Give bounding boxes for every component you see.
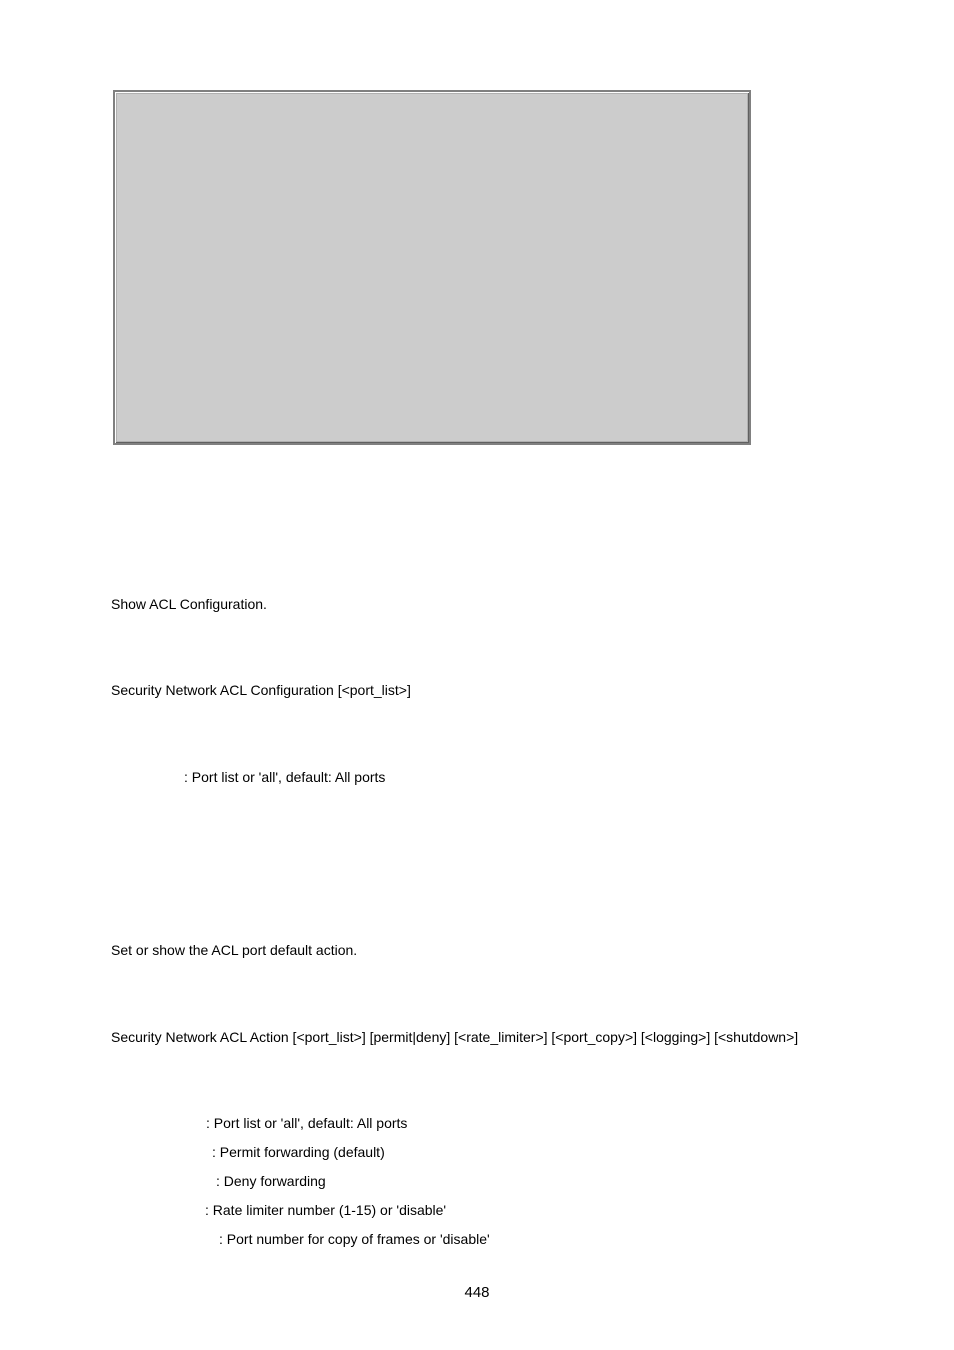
section-2-param-rate-limiter: : Rate limiter number (1-15) or 'disable'	[205, 1202, 447, 1218]
section-1-description: Show ACL Configuration.	[111, 596, 267, 612]
section-2-param-port-copy: : Port number for copy of frames or 'disable'	[219, 1231, 490, 1247]
screenshot-inner-border	[116, 93, 748, 442]
section-1-param-port-list: : Port list or 'all', default: All ports	[184, 769, 386, 785]
page-number: 448	[464, 1284, 490, 1301]
screenshot-placeholder	[113, 90, 751, 445]
section-2-param-deny: : Deny forwarding	[216, 1173, 326, 1189]
section-1-syntax: Security Network ACL Configuration [<port_list>]	[111, 682, 411, 698]
section-2-param-permit: : Permit forwarding (default)	[212, 1144, 385, 1160]
section-2-syntax: Security Network ACL Action [<port_list>] [permit|deny] [<rate_limiter>] [<port_copy>] [<logging>] [<shutdown>]	[111, 1029, 799, 1045]
section-2-description: Set or show the ACL port default action.	[111, 942, 358, 958]
section-2-param-port-list: : Port list or 'all', default: All ports	[206, 1115, 408, 1131]
